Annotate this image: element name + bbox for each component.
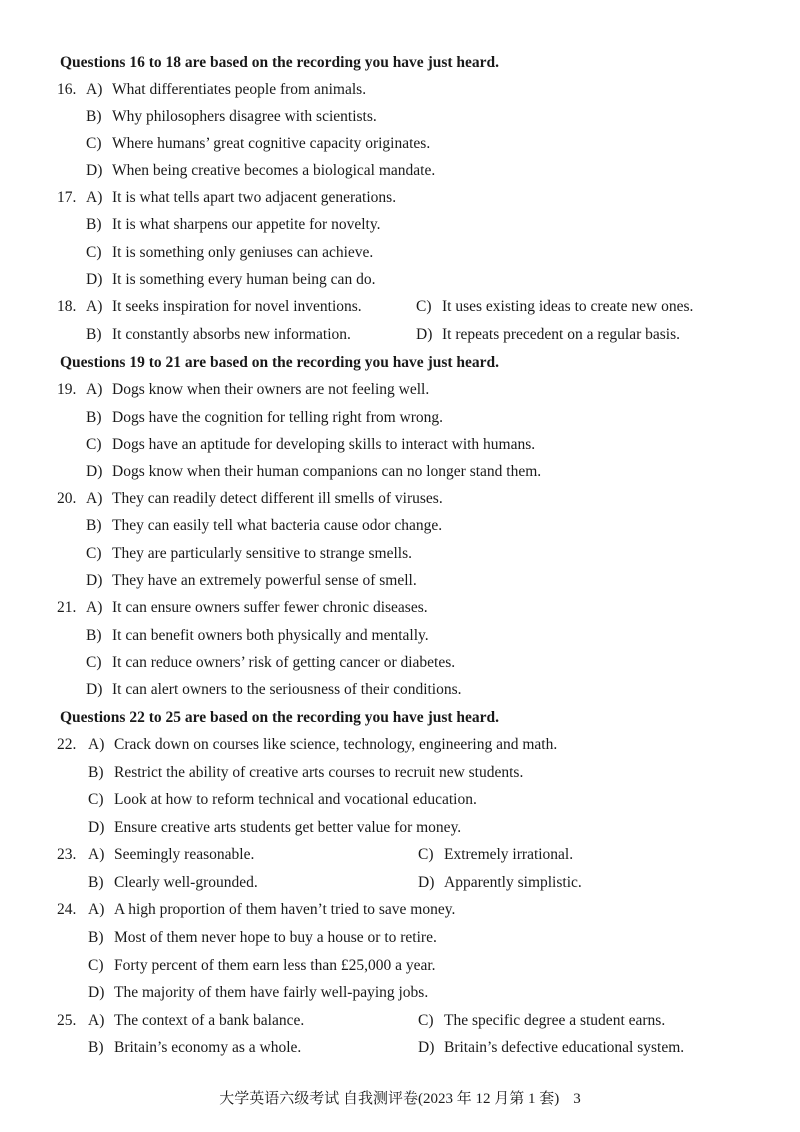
option-letter: A) [86,599,103,616]
option-row [88,846,254,864]
option-text: They can easily tell what bacteria cause odor change. [112,517,443,534]
question-number: 16. [57,81,77,98]
option-text: Clearly well-grounded. [114,874,258,891]
option-text: It can reduce owners’ risk of getting cancer or diabetes. [112,654,456,671]
option-letter: B) [88,874,104,891]
option-text: It can benefit owners both physically and mentally. [112,627,429,644]
option-row [86,490,443,508]
page-number: 3 [573,1091,581,1107]
option-row [86,572,417,590]
option-text: It seeks inspiration for novel inventions. [112,298,362,315]
option-row [418,874,582,892]
option-letter: A) [86,381,103,398]
question-number: 18. [57,298,77,315]
option-row [86,545,412,563]
option-row [88,791,477,809]
option-text: Why philosophers disagree with scientists. [112,108,377,125]
option-row [86,654,455,672]
option-letter: A) [88,736,105,753]
option-row [416,326,680,344]
question-number: 24. [57,901,77,918]
option-row [88,764,523,782]
option-text: They are particularly sensitive to strange smells. [112,545,413,562]
option-row [88,957,436,975]
option-text: It is something only geniuses can achieve. [112,244,374,261]
option-text: Most of them never hope to buy a house or to retire. [114,929,437,946]
option-letter: C) [416,298,432,315]
option-letter: D) [418,874,435,891]
option-text: It constantly absorbs new information. [112,326,351,343]
option-row [86,135,430,153]
option-text: They have an extremely powerful sense of smell. [112,572,417,589]
option-letter: A) [88,846,105,863]
option-row [418,1012,665,1030]
option-text: A high proportion of them haven’t tried to save money. [114,901,456,918]
option-letter: C) [86,436,102,453]
option-text: It is something every human being can do. [112,271,376,288]
option-row [88,984,428,1002]
option-row [86,681,462,699]
option-letter: C) [418,1012,434,1029]
option-text: Apparently simplistic. [444,874,582,891]
option-row [86,298,362,316]
option-row [86,381,429,399]
option-letter: C) [86,654,102,671]
section-heading: Questions 16 to 18 are based on the recording you have just heard. [60,54,500,71]
option-row [88,1039,301,1057]
option-text: Dogs know when their human companions can no longer stand them. [112,463,542,480]
option-letter: B) [86,517,102,534]
option-letter: C) [86,135,102,152]
option-letter: B) [86,216,102,233]
option-text: It uses existing ideas to create new ones. [442,298,694,315]
option-text: Ensure creative arts students get better value for money. [114,819,462,836]
question-number: 23. [57,846,77,863]
option-letter: B) [86,326,102,343]
option-letter: B) [86,108,102,125]
option-letter: B) [86,409,102,426]
option-row [418,1039,684,1057]
option-text: Look at how to reform technical and vocational education. [114,791,477,808]
option-letter: A) [86,81,103,98]
option-letter: D) [86,681,103,698]
option-letter: B) [88,1039,104,1056]
option-text: Britain’s defective educational system. [444,1039,685,1056]
option-letter: C) [88,957,104,974]
option-text: It repeats precedent on a regular basis. [442,326,680,343]
option-letter: A) [88,901,105,918]
option-letter: A) [86,298,103,315]
question-number: 21. [57,599,77,616]
page-footer [0,1087,800,1108]
option-row [88,929,437,947]
option-letter: D) [416,326,433,343]
option-text: They can readily detect different ill smells of viruses. [112,490,443,507]
option-text: It is what tells apart two adjacent generations. [112,189,397,206]
option-letter: C) [86,244,102,261]
option-text: Restrict the ability of creative arts courses to recruit new students. [114,764,524,781]
option-text: Britain’s economy as a whole. [114,1039,302,1056]
option-letter: B) [88,929,104,946]
option-text: Dogs have the cognition for telling right from wrong. [112,409,444,426]
option-text: It can alert owners to the seriousness of their conditions. [112,681,462,698]
option-row [88,901,455,919]
option-row [88,874,258,892]
option-row [86,271,375,289]
option-letter: D) [88,984,105,1001]
option-row [88,736,557,754]
option-row [418,846,573,864]
option-text: Crack down on courses like science, technology, engineering and math. [114,736,558,753]
option-row [86,409,443,427]
option-letter: B) [88,764,104,781]
question-number: 17. [57,189,77,206]
option-letter: A) [88,1012,105,1029]
question-number: 19. [57,381,77,398]
option-letter: D) [88,819,105,836]
option-text: What differentiates people from animals. [112,81,367,98]
option-row [86,436,535,454]
option-letter: C) [88,791,104,808]
option-row [86,216,380,234]
option-text: Dogs have an aptitude for developing skills to interact with humans. [112,436,536,453]
option-row [86,599,428,617]
option-text: Dogs know when their owners are not feeling well. [112,381,430,398]
option-letter: D) [418,1039,435,1056]
option-text: The majority of them have fairly well-paying jobs. [114,984,429,1001]
option-text: The specific degree a student earns. [444,1012,666,1029]
option-row [86,463,541,481]
option-row [86,326,351,344]
option-letter: D) [86,572,103,589]
option-letter: D) [86,162,103,179]
footer-title: 大学英语六级考试 自我测评卷(2023 年 12 月第 1 套) [219,1091,560,1107]
option-row [86,517,442,535]
option-text: Forty percent of them earn less than £25,000 a year. [114,957,436,974]
option-text: When being creative becomes a biological mandate. [112,162,436,179]
option-row [88,1012,304,1030]
section-heading: Questions 22 to 25 are based on the recording you have just heard. [60,709,500,726]
option-text: Extremely irrational. [444,846,574,863]
option-row [416,298,693,316]
option-letter: D) [86,271,103,288]
option-row [86,81,366,99]
option-row [86,108,377,126]
option-letter: A) [86,189,103,206]
option-letter: D) [86,463,103,480]
question-number: 25. [57,1012,77,1029]
option-row [86,162,435,180]
question-number: 22. [57,736,77,753]
option-row [86,244,373,262]
option-letter: A) [86,490,103,507]
option-letter: C) [418,846,434,863]
option-text: It can ensure owners suffer fewer chronic diseases. [112,599,428,616]
option-row [86,189,396,207]
option-row [86,627,429,645]
option-letter: B) [86,627,102,644]
section-heading: Questions 19 to 21 are based on the recording you have just heard. [60,354,500,371]
option-text: Seemingly reasonable. [114,846,255,863]
option-text: It is what sharpens our appetite for novelty. [112,216,381,233]
option-text: The context of a bank balance. [114,1012,305,1029]
option-text: Where humans’ great cognitive capacity originates. [112,135,431,152]
question-number: 20. [57,490,77,507]
option-letter: C) [86,545,102,562]
option-row [88,819,461,837]
